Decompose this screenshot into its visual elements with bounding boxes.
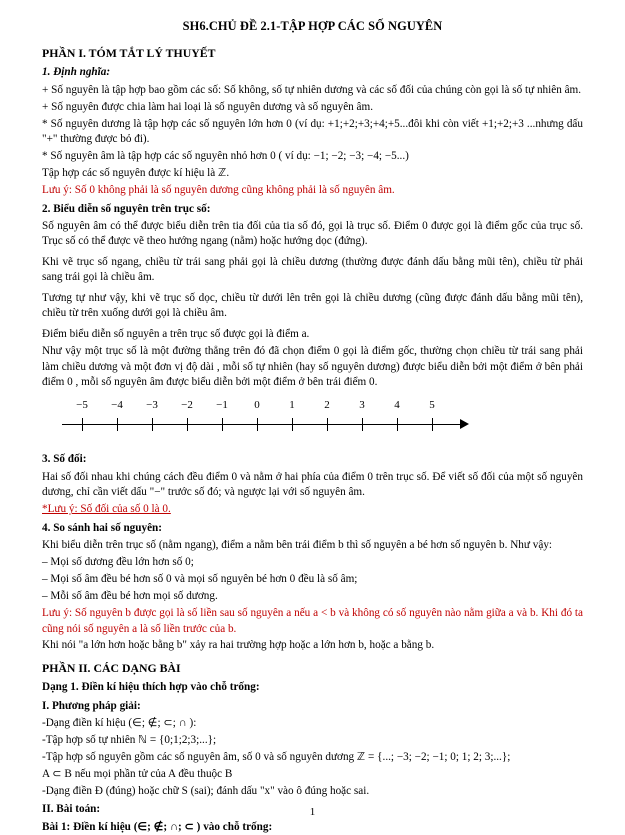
sec1-line-3: * Số nguyên âm là tập hợp các số nguyên nhỏ hơn 0 ( ví dụ: −1; −2; −3; −4; −5...) <box>42 150 409 163</box>
part-1-heading: PHẦN I. TÓM TẮT LÝ THUYẾT <box>42 46 216 61</box>
sec2-line-4: Như vậy một trục số là một đường thẳng trên đó đã chọn điểm 0 gọi là điểm gốc, thường chọn chiều từ trái sang phải làm chiều dương và một đơn vị độ dài , mỗi số tự nhiên (hay số nguyên dương) được biểu diễn bởi một điểm ở bên phải điểm 0 , mỗi số nguyên âm được biểu diễn bởi một điểm ở bên trái điểm 0. <box>42 345 583 389</box>
sec1-line-2: * Số nguyên dương là tập hợp các số nguyên lớn hơn 0 (ví dụ: +1;+2;+3;+4;+5...đôi khi còn viết +1;+2;+3 ...nhưng dấu "+" thường được bỏ đi). <box>42 117 583 146</box>
page-number: 1 <box>309 805 316 818</box>
number-line-tick <box>257 418 258 431</box>
page-title: SH6.CHỦ ĐỀ 2.1-TẬP HỢP CÁC SỐ NGUYÊN <box>182 19 443 33</box>
number-line-tick <box>292 418 293 431</box>
sec1-line-0: + Số nguyên là tập hợp bao gồm các số: Số không, số tự nhiên dương và các số đối của chúng còn gọi là số tự nhiên âm. <box>42 83 582 96</box>
number-line-tick-label: −1 <box>216 399 228 412</box>
sec1-note: Lưu ý: Số 0 không phải là số nguyên dương cũng không phải là số nguyên âm. <box>42 184 395 197</box>
number-line-tick-label: 2 <box>324 399 330 412</box>
method-line-1: -Tập hợp số tự nhiên ℕ = {0;1;2;3;...}; <box>42 734 217 747</box>
right-arrow-icon <box>460 419 469 429</box>
number-line-tick <box>117 418 118 431</box>
sec1-line-4: Tập hợp các số nguyên được kí hiệu là ℤ. <box>42 167 230 180</box>
number-line-tick-label: 5 <box>429 399 435 412</box>
number-line-tick-label: 4 <box>394 399 400 412</box>
section-4-heading: 4. So sánh hai số nguyên: <box>42 521 162 534</box>
sec4-line-3: – Mỗi số âm đều bé hơn mọi số dương. <box>42 590 218 603</box>
number-line-tick-label: 0 <box>254 399 260 412</box>
number-line-axis <box>62 424 462 425</box>
number-line-tick-label: 1 <box>289 399 295 412</box>
method-line-0: -Dạng điền kí hiệu (∈; ∉; ⊂; ∩ ): <box>42 717 197 730</box>
number-line-tick <box>152 418 153 431</box>
sec2-line-0: Số nguyên âm có thể được biểu diễn trên tia đối của tia số đó, gọi là trục số. Điểm 0 được gọi là điểm gốc của trục số. Trục số có thể được vẽ theo hướng ngang (nằm) hoặc hướng dọc (đứng). <box>42 219 583 248</box>
section-3-heading: 3. Số đối: <box>42 453 87 466</box>
exercise-1: Bài 1: Điền kí hiệu (∈; ∉; ∩; ⊂ ) vào chỗ trống: <box>42 820 273 833</box>
number-line-tick-label: 3 <box>359 399 365 412</box>
number-line-tick <box>327 418 328 431</box>
section-1-heading: 1. Định nghĩa: <box>42 66 111 79</box>
section-2-heading: 2. Biểu diễn số nguyên trên trục số: <box>42 202 211 215</box>
method-line-3: A ⊂ B nếu mọi phần tử của A đều thuộc B <box>42 767 233 780</box>
part-2-heading: PHẦN II. CÁC DẠNG BÀI <box>42 660 181 675</box>
number-line-tick-label: −5 <box>76 399 88 412</box>
method-line-2: -Tập hợp số nguyên gồm các số nguyên âm, số 0 và số nguyên dương ℤ = {...; −3; −2; −1; 0; 1; 2; 3;...}; <box>42 751 511 763</box>
number-line <box>62 398 482 446</box>
number-line-tick-label: −2 <box>181 399 193 412</box>
number-line-tick-label: −3 <box>146 399 158 412</box>
sec4-line-0: Khi biểu diễn trên trục số (nằm ngang), điểm a nằm bên trái điểm b thì số nguyên a bé hơn số nguyên b. Như vậy: <box>42 539 553 552</box>
number-line-tick <box>397 418 398 431</box>
dang-1-heading: Dạng 1. Điền kí hiệu thích hợp vào chỗ trống: <box>42 681 260 694</box>
number-line-tick <box>222 418 223 431</box>
number-line-figure <box>42 398 583 446</box>
sec3-line-0: Hai số đối nhau khi chúng cách đều điểm 0 và nằm ở hai phía của điểm 0 trên trục số. Để viết số đối của một số nguyên dương, chỉ cần viết dấu "−" trước số đó; và ngược lại với số nguyên âm. <box>42 470 583 499</box>
exercise-heading: II. Bài toán: <box>42 803 101 816</box>
method-heading: I. Phương pháp giải: <box>42 699 141 712</box>
sec4-last-line: Khi nói "a lớn hơn hoặc bằng b" xảy ra hai trường hợp hoặc a lớn hơn b, hoặc a bằng b. <box>42 639 435 652</box>
number-line-tick <box>187 418 188 431</box>
sec4-line-2: – Mọi số âm đều bé hơn số 0 và mọi số nguyên bé hơn 0 đều là số âm; <box>42 573 358 586</box>
sec4-line-1: – Mọi số dương đều lớn hơn số 0; <box>42 556 194 569</box>
number-line-tick <box>82 418 83 431</box>
number-line-tick <box>362 418 363 431</box>
sec2-line-3: Điểm biểu diễn số nguyên a trên trục số được gọi là điểm a. <box>42 327 310 340</box>
sec2-line-2: Tương tự như vậy, khi vẽ trục số dọc, chiều từ dưới lên trên gọi là chiều dương (cũng được đánh dấu bằng mũi tên), chiều từ trên xuống dưới gọi là chiều âm. <box>42 291 583 320</box>
sec4-note: Lưu ý: Số nguyên b được gọi là số liền sau số nguyên a nếu a < b và không có số nguyên nào nằm giữa a và b. Khi đó ta cũng nói số nguyên a là số liền trước của b. <box>42 607 583 635</box>
sec2-line-1: Khi vẽ trục số ngang, chiều từ trái sang phải gọi là chiều dương (thường được đánh dấu bằng mũi tên), chiều từ phải sang trái gọi là chiều âm. <box>42 255 583 284</box>
number-line-labels <box>62 398 482 414</box>
number-line-tick-label: −4 <box>111 399 123 412</box>
sec1-line-1: + Số nguyên được chia làm hai loại là số nguyên dương và số nguyên âm. <box>42 100 374 113</box>
number-line-tick <box>432 418 433 431</box>
sec3-note: *Lưu ý: Số đối của số 0 là 0. <box>42 503 171 516</box>
method-line-4: -Dạng điền Đ (đúng) hoặc chữ S (sai); đánh dấu "x" vào ô đúng hoặc sai. <box>42 784 370 797</box>
